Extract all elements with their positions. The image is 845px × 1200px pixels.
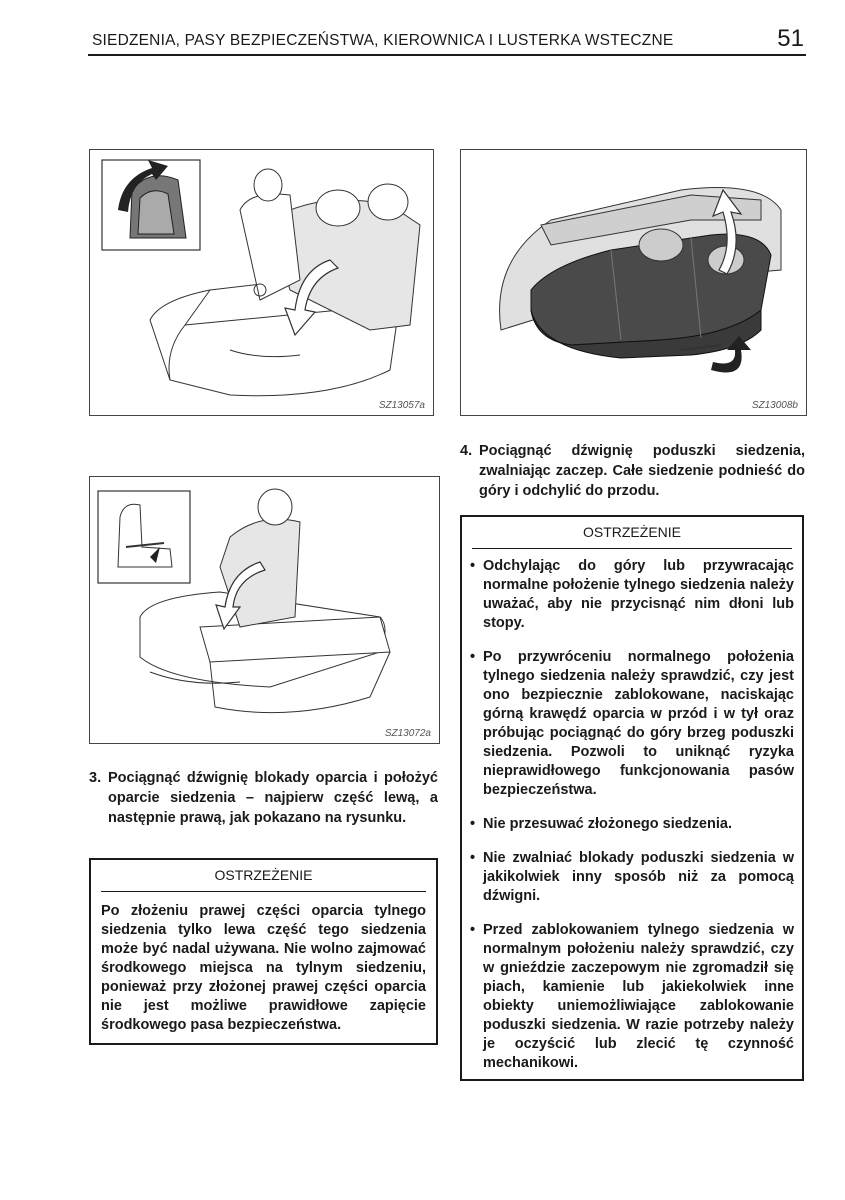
figure-code: SZ13057a — [378, 400, 425, 411]
step-text: Pociągnąć dźwignię blokady oparcia i położyć oparcie siedzenia – najpierw część lewą, a następnie prawą, jak pokazano na rysunku. — [108, 770, 438, 826]
figure-code: SZ13072a — [384, 728, 431, 739]
warning-item: • Nie zwalniać blokady poduszki siedzenia w jakikolwiek inny sposób niż za pomocą dźwigni. — [470, 850, 794, 904]
bullet-icon: • — [470, 850, 476, 866]
page-number: 51 — [777, 25, 804, 52]
bullet-icon: • — [470, 922, 476, 938]
warning-text: Po złożeniu prawej części oparcia tylnego siedzenia tylko lewa część tego siedzenia może być nadal używana. Nie wolno zajmować środkowego miejsca na tylnym siedzeniu, ponieważ przy złożonej prawej części oparcia nie jest możliwe prawidłowe zapięcie środkowego pasa bezpieczeństwa. — [101, 903, 426, 1033]
rear-seatback-fold-left-illustration — [90, 150, 433, 415]
warning-item: • Po przywróceniu normalnego położenia tylnego siedzenia należy sprawdzić, czy jest ono bezpiecznie zablokowane, naciskając górną krawędź oparcia w przód i w tył oraz próbując pociągnąć do góry brzeg poduszki siedzenia. Pozwoli to uniknąć ryzyka nieprawidłowego funkcjonowania pasów bezpieczeństwa. — [470, 649, 794, 798]
warning-list — [462, 549, 802, 1079]
step-3-instruction — [89, 768, 438, 828]
page-header — [88, 26, 806, 56]
seat-cushion-tumble-forward-illustration — [461, 150, 806, 415]
step-4-instruction — [460, 441, 805, 501]
warning-box-right — [460, 515, 804, 1081]
section-title: SIEDZENIA, PASY BEZPIECZEŃSTWA, KIEROWNICA I LUSTERKA WSTECZNE — [92, 32, 674, 49]
step-number: 3. — [89, 770, 102, 786]
seatback-fold-right-illustration — [90, 477, 439, 743]
warning-item: • Odchylając do góry lub przywracając normalne położenie tylnego siedzenia należy uważać, aby nie przycisnąć nim dłoni lub stopy. — [470, 558, 794, 631]
bullet-icon: • — [470, 649, 476, 665]
figure-cushion-tumble — [460, 149, 807, 416]
figure-seatback-fold-right — [89, 476, 440, 744]
warning-item: • Nie przesuwać złożonego siedzenia. — [470, 816, 732, 832]
warning-box-left — [89, 858, 438, 1045]
figure-code: SZ13008b — [751, 400, 798, 411]
figure-seatback-fold — [89, 149, 434, 416]
warning-title: OSTRZEŻENIE — [101, 860, 426, 892]
step-text: Pociągnąć dźwignię poduszki siedzenia, zwalniając zaczep. Całe siedzenie podnieść do góry i odchylić do przodu. — [479, 443, 805, 499]
bullet-icon: • — [470, 816, 476, 832]
warning-title: OSTRZEŻENIE — [472, 517, 792, 549]
bullet-icon: • — [470, 558, 476, 574]
step-number: 4. — [460, 443, 473, 459]
warning-item: • Przed zablokowaniem tylnego siedzenia w normalnym położeniu należy sprawdzić, czy w gnieździe zaczepowym nie zgromadził się piach, kamienie lub jakiekolwiek inne obiekty uniemożliwiające zablokowanie poduszki siedzenia. W razie potrzeby należy je oczyścić lub zlecić tę czynność mechanikowi. — [470, 922, 794, 1071]
